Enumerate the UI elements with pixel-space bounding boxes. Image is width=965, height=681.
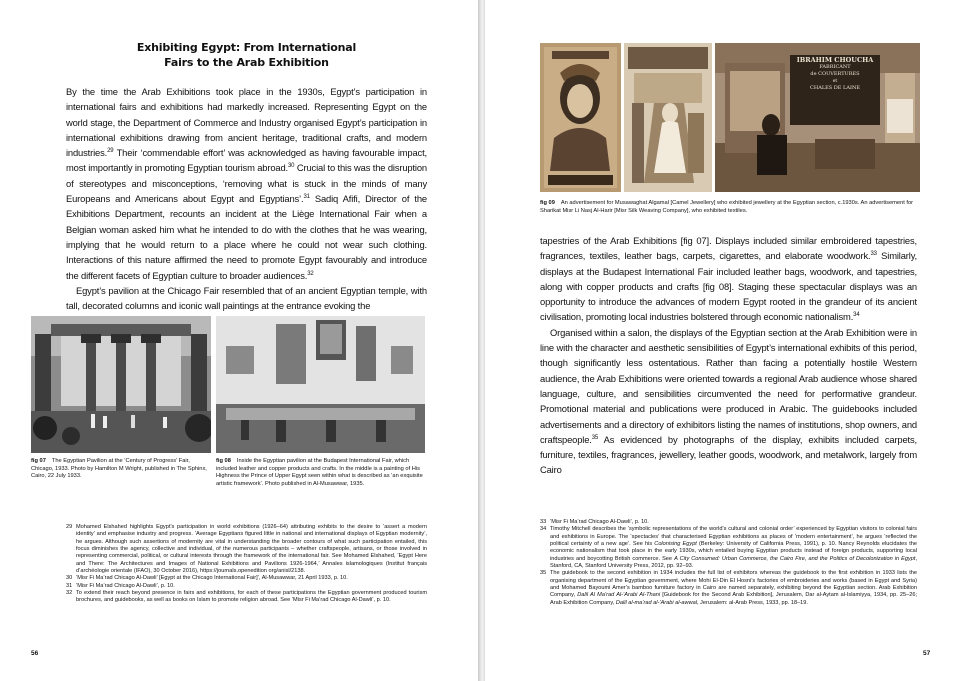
- fig09-caption: fig 09 An advertisement for Musawaghat Algamal [Camel Jewellery] who exhibited jewellery at the Egyptian section, c.1930s. An advertisement for Sharikat Misr Li Nasj Al-Harir [Misr Silk Weaving Company], who exhibited textiles.: [540, 200, 914, 214]
- right-page-number: 57: [923, 650, 931, 657]
- chapter-title: [66, 40, 427, 70]
- fig09-silk-ad: [624, 43, 712, 192]
- footnote-ref[interactable]: 31: [303, 193, 310, 200]
- footnote-31: 31 ‘Misr Fi Ma’rad Chicago Al-Dawli’, p. 10.: [66, 582, 175, 589]
- footnote-ref[interactable]: 32: [307, 270, 314, 277]
- fig09-label: fig 09: [540, 200, 555, 206]
- fig09-stand-photo: [715, 43, 920, 192]
- fig08-caption: fig 08 Inside the Egyptian pavilion at the Budapest International Fair, which included leather and copper products and crafts. In the middle is a painting of His Highness the Prince of Upper Egypt seen within what is described as ‘an exquisite artistic framework’. Photo published in Al-Musawwar, 1935.: [216, 458, 423, 487]
- right-body-text: [540, 233, 917, 478]
- book-gutter: [478, 0, 485, 681]
- jewellery-ad-illustration: [540, 43, 621, 192]
- fig07-label: fig 07: [31, 458, 46, 464]
- footnote-ref[interactable]: 34: [853, 312, 860, 319]
- left-footnotes: [66, 524, 427, 605]
- right-paragraph-1: tapestries of the Arab Exhibitions [fig 07]. Displays included similar embroidered tapestries, fragrances, textiles, leather bags, carpets, cigarettes, and elaborate woodwork.$^{33}$ Similarly, displays at the Budapest International Fair included leather bags, woodwork, and tapestries, along with copper products and crafts [fig 08]. Staging these spectacular displays was an opportunity to introduce the advances of modern Egypt rooted in the grandeur of its ancient civilisation, promoting local industries bolstered through economic nationalism.$^{34}$: [540, 235, 918, 323]
- footnote-35: 35 The guidebook to the second exhibition in 1934 includes the full list of exhibitors whereas the guidebook to the first exhibition in 1933 lists the organising department of the Egyptian government, where Mohi El-Din El Hosni’s factories of embroideries and works (based in Egypt and Syria) and Mohamed Bayoumi Amer’s bamboo furniture factory in Cairo are named separately, exhibiting beyond the Egyptian section. Arab Exhibition Company, Dalil Al Ma’rad Al-’Arabi Al-Thani [Guidebook for the Second Arab Exhibition], Jerusalem, Dar al-Aytam al-Islamiyya, 1934, pp. 25–26; Arab Exhibition Company, Dalil al-ma’rad al-’Arabi al-awwal, Jerusalem: al-Arab Press, 1933, pp. 18–19.: [540, 570, 918, 606]
- stand-sign-line-4: et: [832, 79, 838, 84]
- silk-ad-illustration: [624, 43, 712, 192]
- footnote-ref[interactable]: 30: [288, 163, 295, 170]
- footnote-30: 30 ‘Misr Fi Ma’rad Chicago Al-Dawli’ [Egypt at the Chicago International Fair]’, Al-Musawwar, 21 April 1933, p. 10.: [66, 575, 348, 582]
- fig07-illustration: [31, 316, 211, 453]
- fig08-illustration: [216, 316, 425, 453]
- stand-sign-line-5: CHALES DE LAINE: [810, 85, 860, 91]
- fig08-label: fig 08: [216, 458, 231, 464]
- left-page-number: 56: [31, 650, 39, 657]
- footnote-ref[interactable]: 35: [591, 434, 599, 441]
- chapter-title-line-1: Exhibiting Egypt: From International: [136, 41, 357, 54]
- left-paragraph-2: Egypt’s pavilion at the Chicago Fair resembled that of an ancient Egyptian temple, with tall, decorated columns and iconic wall paintings at the entrance evoking the: [66, 284, 427, 312]
- left-page: [0, 0, 478, 681]
- fig07-photo: [31, 316, 211, 453]
- fig08-photo: [216, 316, 425, 453]
- footnote-ref[interactable]: 29: [107, 148, 114, 155]
- fig09-jewellery-ad: [540, 43, 621, 192]
- left-body-text: [66, 84, 427, 313]
- stand-sign: [790, 57, 880, 92]
- right-paragraph-2: Organised within a salon, the displays of the Egyptian section at the Arab Exhibition were in line with the character and aesthetic sensibilities of Egypt’s international exhibits of this period, though significantly less ostentatious. Rather than facing a potentially hostile Western audience, the Arab Exhibitions were oriented towards a regional Arab audience whose shared language, culture, and sensibilities circumvented the need for performative grandeur. Promotional material and publications were produced in Arabic. The guidebooks included advertisements and a directory of exhibitors listing the names of institutions, shop owners, and craftspeople.$^{35}$ As evidenced by photographs of the display, exhibits included carpets, furniture, textiles, fragrances, jewellery, leather goods, woodwork, and metalwork, largely from Cairo: [540, 326, 917, 476]
- stand-sign-line-2: FABRICANT: [819, 64, 851, 70]
- stand-sign-line-1: IBRAHIM CHOUCHA: [796, 56, 874, 64]
- footnote-34: 34 Timothy Mitchell describes the ‘symbolic representations of the world’s cultural and colonial order’ experienced by Egyptian visitors to colonial fairs and exhibitions in Europe. The ‘spectacles’ that characterised Egyptian exhibitions as places of ‘modern entertainment’, he argues ‘reflected the political certainty of a new age’. See his Colonising Egypt (Berkeley: University of California Press, 1991), p. 10. Nancy Reynolds elucidates the economic nationalism that took place in the early 1930s, which entailed buying Egyptian products instead of foreign products, supporting local industries and boycotting British commerce. See A City Consumed: Urban Commerce, the Cairo Fire, and the Politics of Decolonization in Egypt, Stanford, CA, Stanford University Press, 2012, pp. 92–93.: [540, 526, 917, 570]
- fig07-caption: fig 07 The Egyptian Pavilion at the ‘Century of Progress’ Fair, Chicago, 1933. Photo by Hamilton M Wright, published in The Sphinx, Cairo, 22 July 1933.: [31, 458, 207, 479]
- footnote-ref[interactable]: 33: [870, 251, 877, 258]
- left-paragraph-1: By the time the Arab Exhibitions took place in the 1930s, Egypt’s participation in international fairs and exhibitions had markedly increased. Representing Egypt on the world stage, the Department of Commerce and Industry organised Egypt’s participation in international exhibitions drawing from ancient heritage, traditional crafts, and modern industries.$^{29}$ Their ‘commendable effort’ was acknowledged as having favourable impact, most importantly in promoting Egyptian tourism abroad.$^{30}$ Crucial to this was the disruption of stereotypes and misconceptions, ‘removing what is stuck in the minds of many Europeans and Americans about Egypt and Egyptians’.$^{31}$ Sadiq Afifi, Director of the Exhibitions Department, recounts an incident at the Liège International Fair when a Belgian woman asked him what he intended to do with the clothes that he was wearing, implying that he would return to a place where he could not wear such clothing. Interactions of this nature affirmed the need to promote Egypt favourably and introduce the different facets of Egyptian culture to broader audiences.$^{32}$: [66, 86, 427, 281]
- stand-sign-line-3: de COUVERTURES: [810, 71, 860, 77]
- footnote-32: 32 To extend their reach beyond presence in fairs and exhibitions, for each of these participations the Egyptian government produced tourism brochures, and guidebooks, as well as books on Islam to promote religion abroad. See ‘Misr Fi Ma’rad Chicago Al-Dawli’, p. 10.: [66, 590, 427, 604]
- right-page: [485, 0, 965, 681]
- right-footnotes: [540, 519, 917, 607]
- chapter-title-line-2: Fairs to the Arab Exhibition: [164, 56, 329, 69]
- footnote-29: 29 Mohamed Elshahed highlights Egypt’s participation in world exhibitions (1926–64) attributing exhibits to the desire to ‘assert a modern identity’ and emphasise industry and progress. ‘Average Egyptians figured little in national and international displays of Egyptian modernity’, he argues. Although such assertions of modernity are vital in understanding the broader contours of what such participation entailed, this focus diminishes the agency, collective and individual, of the numerous participants – whether craftspeople, artisans, or those involved in representing commercial, political, or cultural interests through the framework of the international fair. See Mohamed Elshahed, ‘Egypt Here and There: The Architectures and Images of National Exhibitions and Pavilions 1926-1964,’ Annales islamologiques (Institut français d’archéologie orientale (IFAO), 30 October 2016), https://journals.openedition org/anisl/2138.: [66, 524, 427, 575]
- footnote-33: 33 ‘Misr Fi Ma’rad Chicago Al-Dawli’, p. 10.: [540, 519, 649, 525]
